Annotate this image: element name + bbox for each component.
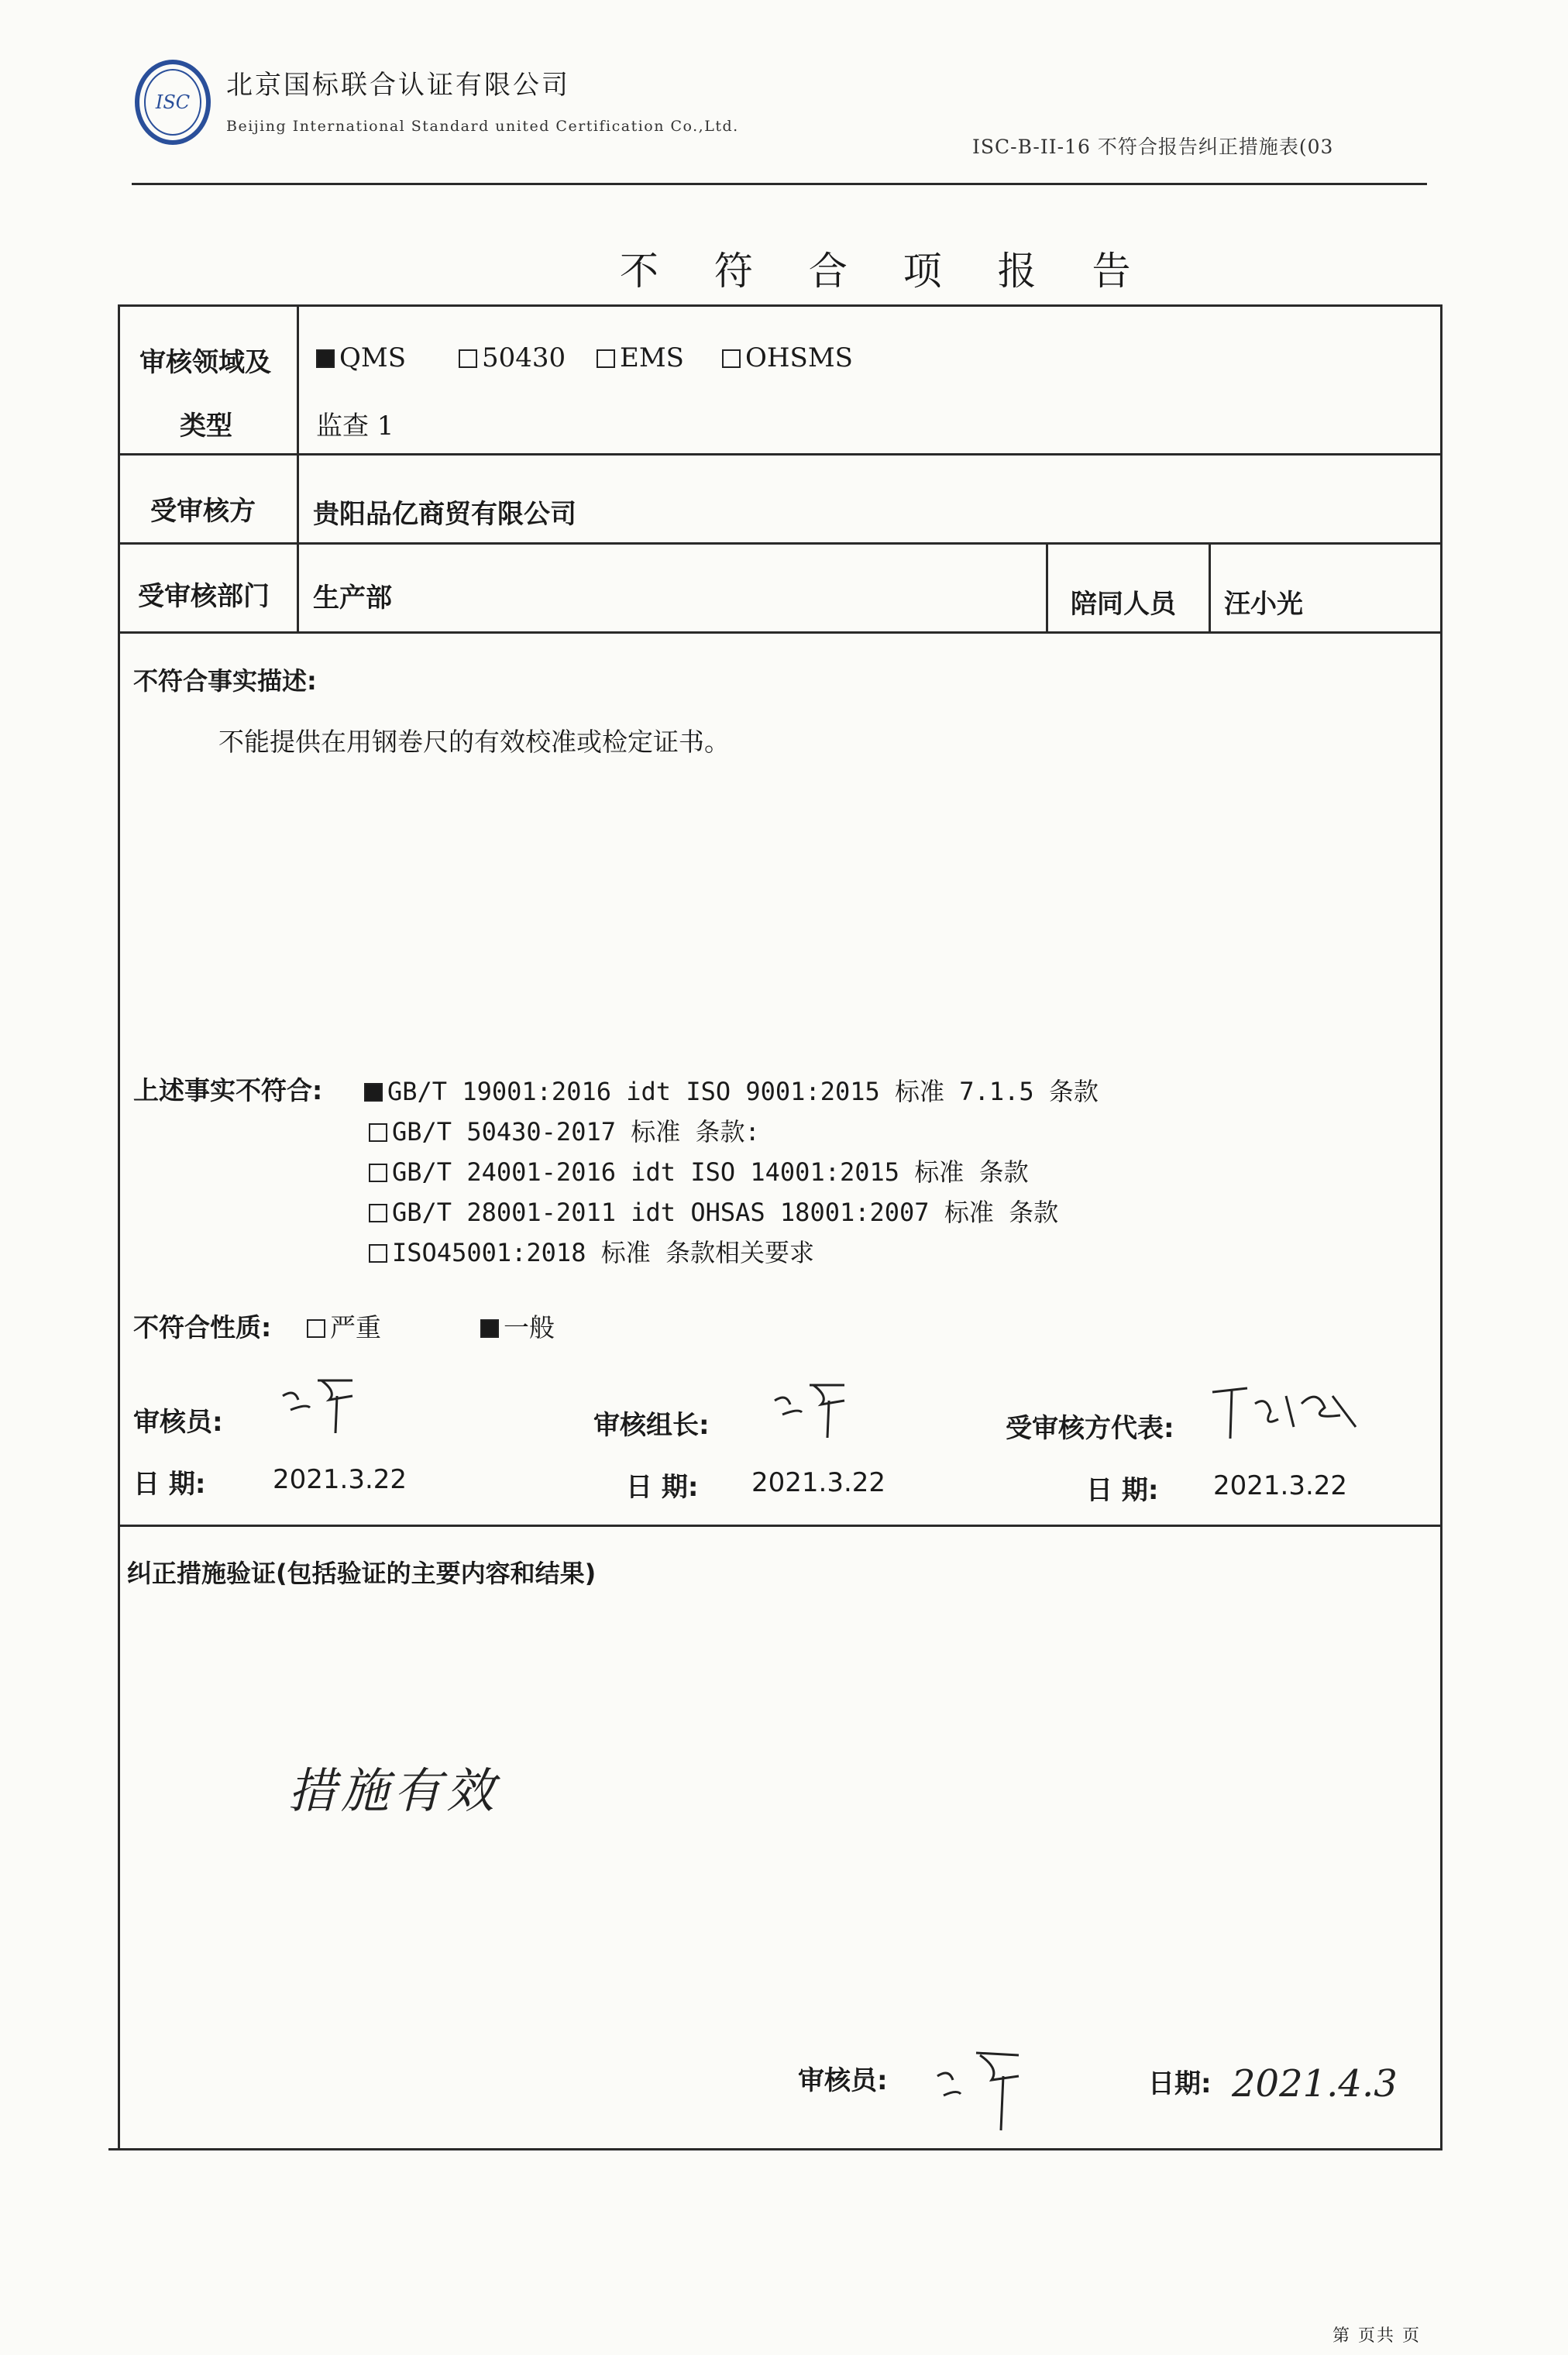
auditor-label: 审核员: — [133, 1407, 223, 1438]
nature-label: 不符合性质: — [133, 1312, 272, 1343]
page-number: 第 页共 页 — [1332, 2326, 1421, 2346]
escort-value: 汪小光 — [1224, 589, 1303, 620]
form-code: ISC-B-II-16 不符合报告纠正措施表(03 — [972, 136, 1334, 158]
audit-type-label-line1: 审核领域及 — [139, 347, 271, 378]
company-name-cn: 北京国标联合认证有限公司 — [226, 70, 570, 101]
verification-date-label: 日期: — [1148, 2068, 1212, 2099]
standard-item-50430[interactable]: GB/T 50430-2017 标准 条款: — [369, 1112, 760, 1148]
rep-signature — [1209, 1373, 1363, 1442]
rep-date: 2021.3.22 — [1213, 1470, 1348, 1501]
auditor-signature — [275, 1365, 360, 1435]
standard-14001-box — [369, 1164, 387, 1182]
nonconformity-heading: 不符合事实描述: — [133, 666, 317, 696]
checkbox-ems[interactable]: EMS — [597, 342, 684, 373]
checkbox-ohsms-box — [722, 349, 741, 368]
checkbox-ems-box — [597, 349, 615, 368]
company-name-en: Beijing International Standard united Certification Co.,Ltd. — [226, 118, 739, 135]
audit-type-value: 监查 1 — [316, 411, 394, 442]
standards-intro: 上述事实不符合: — [133, 1075, 323, 1105]
leader-signature — [767, 1370, 852, 1439]
verification-auditor-signature — [930, 2034, 1030, 2134]
verification-note: 措施有效 — [288, 1762, 500, 1819]
standard-item-14001[interactable]: GB/T 24001-2016 idt ISO 14001:2015 标准 条款 — [369, 1153, 1029, 1188]
checkbox-qms-box — [316, 349, 335, 368]
checkbox-50430[interactable]: 50430 — [459, 342, 566, 373]
rep-date-label: 日 期: — [1086, 1475, 1159, 1506]
nature-severe[interactable]: 严重 — [307, 1308, 381, 1344]
svg-text:ISC: ISC — [155, 91, 191, 113]
leader-label: 审核组长: — [593, 1410, 710, 1441]
standard-item-18001[interactable]: GB/T 28001-2011 idt OHSAS 18001:2007 标准 条款 — [369, 1193, 1058, 1229]
verification-heading: 纠正措施验证(包括验证的主要内容和结果) — [127, 1559, 597, 1588]
nonconformity-description: 不能提供在用钢卷尺的有效校准或检定证书。 — [218, 727, 730, 757]
standard-item-45001[interactable]: ISO45001:2018 标准 条款相关要求 — [369, 1233, 814, 1269]
auditor-date: 2021.3.22 — [273, 1464, 407, 1495]
standard-9001-box — [364, 1083, 383, 1102]
nature-general-box — [480, 1319, 499, 1338]
auditor-date-label: 日 期: — [133, 1469, 206, 1500]
standard-item-9001[interactable]: GB/T 19001:2016 idt ISO 9001:2015 标准 7.1.5 条款 — [364, 1072, 1099, 1108]
standard-50430-box — [369, 1123, 387, 1142]
department-value: 生产部 — [313, 583, 392, 614]
leader-date: 2021.3.22 — [751, 1467, 886, 1498]
header-divider — [132, 183, 1427, 185]
standard-45001-box — [369, 1244, 387, 1263]
rep-label: 受审核方代表: — [1006, 1413, 1174, 1444]
checkbox-ohsms[interactable]: OHSMS — [722, 342, 853, 373]
verification-auditor-label: 审核员: — [798, 2065, 888, 2096]
escort-label: 陪同人员 — [1071, 589, 1176, 620]
company-logo — [132, 54, 214, 155]
verification-date: 2021.4.3 — [1232, 2062, 1398, 2106]
document-title: 不 符 合 项 报 告 — [620, 249, 1153, 294]
leader-date-label: 日 期: — [626, 1472, 699, 1503]
checkbox-50430-box — [459, 349, 477, 368]
auditee-value: 贵阳品亿商贸有限公司 — [313, 499, 576, 530]
department-label: 受审核部门 — [138, 581, 270, 612]
checkbox-qms[interactable]: QMS — [316, 342, 406, 373]
nature-general[interactable]: 一般 — [480, 1308, 555, 1344]
standard-18001-box — [369, 1204, 387, 1222]
auditee-label: 受审核方 — [150, 496, 256, 527]
audit-type-label-line2: 类型 — [180, 411, 232, 442]
nature-severe-box — [307, 1319, 325, 1338]
